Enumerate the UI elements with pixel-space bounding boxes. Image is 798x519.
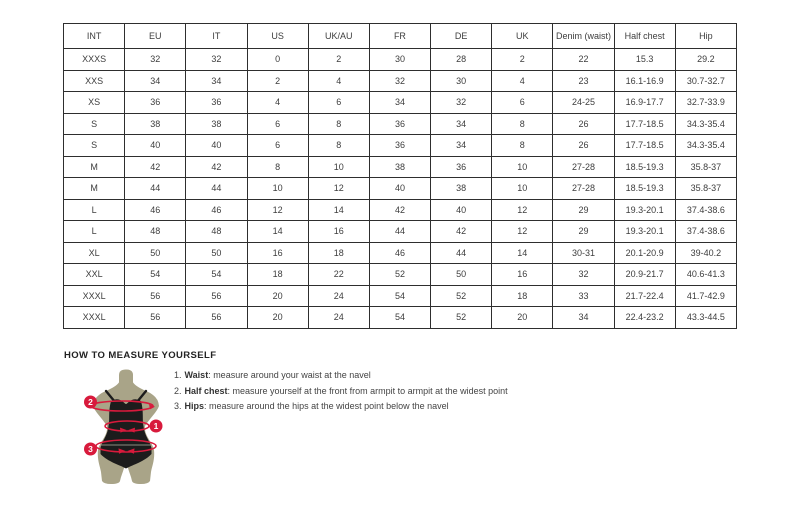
- marker-number: 3: [88, 444, 93, 454]
- table-cell: 48: [125, 221, 186, 243]
- table-cell: 38: [186, 113, 247, 135]
- column-header: DE: [431, 24, 492, 49]
- table-row: [64, 285, 737, 307]
- table-row: [64, 307, 737, 329]
- table-cell: 38: [369, 156, 430, 178]
- table-cell: 20: [247, 307, 308, 329]
- table-cell: 14: [492, 242, 553, 264]
- table-row: [64, 156, 737, 178]
- table-cell: 0: [247, 49, 308, 71]
- table-cell: 23: [553, 70, 614, 92]
- column-header: UK: [492, 24, 553, 49]
- table-row: [64, 92, 737, 114]
- column-header: FR: [369, 24, 430, 49]
- table-cell: 34: [553, 307, 614, 329]
- table-cell: M: [64, 178, 125, 200]
- measure-instruction-hips: [174, 401, 508, 411]
- table-cell: XXXS: [64, 49, 125, 71]
- table-cell: 33: [553, 285, 614, 307]
- table-row: [64, 49, 737, 71]
- table-cell: 10: [308, 156, 369, 178]
- table-cell: 48: [186, 221, 247, 243]
- table-cell: M: [64, 156, 125, 178]
- table-cell: 8: [308, 113, 369, 135]
- table-cell: 34: [125, 70, 186, 92]
- table-cell: 52: [431, 285, 492, 307]
- table-cell: 20: [492, 307, 553, 329]
- table-cell: 4: [247, 92, 308, 114]
- table-cell: 6: [247, 135, 308, 157]
- table-cell: 52: [431, 307, 492, 329]
- table-cell: 16: [492, 264, 553, 286]
- instruction-label: Hips: [184, 401, 205, 411]
- table-cell: XXXL: [64, 285, 125, 307]
- table-cell: 12: [492, 199, 553, 221]
- table-cell: 30: [369, 49, 430, 71]
- table-cell: 36: [369, 113, 430, 135]
- table-cell: L: [64, 199, 125, 221]
- table-row: [64, 264, 737, 286]
- measure-instruction-waist: [174, 370, 508, 380]
- table-cell: 30.7-32.7: [675, 70, 736, 92]
- table-cell: 15.3: [614, 49, 675, 71]
- table-cell: 54: [369, 285, 430, 307]
- table-cell: 28: [431, 49, 492, 71]
- table-cell: 4: [308, 70, 369, 92]
- table-cell: 2: [308, 49, 369, 71]
- table-cell: 40: [186, 135, 247, 157]
- table-cell: 36: [125, 92, 186, 114]
- size-table-header-row: [64, 24, 737, 49]
- table-cell: 29: [553, 199, 614, 221]
- table-cell: XL: [64, 242, 125, 264]
- table-cell: 54: [125, 264, 186, 286]
- table-cell: 24: [308, 285, 369, 307]
- table-cell: 6: [247, 113, 308, 135]
- table-cell: 34: [431, 113, 492, 135]
- table-cell: 19.3-20.1: [614, 199, 675, 221]
- table-cell: 38: [125, 113, 186, 135]
- instruction-number: 2.: [174, 385, 182, 396]
- instruction-text: : measure around the hips at the widest point below the navel: [204, 401, 449, 411]
- table-cell: XXL: [64, 264, 125, 286]
- table-cell: 2: [492, 49, 553, 71]
- table-cell: XS: [64, 92, 125, 114]
- table-row: [64, 242, 737, 264]
- table-cell: 14: [247, 221, 308, 243]
- table-cell: 46: [186, 199, 247, 221]
- table-cell: 41.7-42.9: [675, 285, 736, 307]
- table-cell: 46: [125, 199, 186, 221]
- table-cell: 16.1-16.9: [614, 70, 675, 92]
- table-cell: 24: [308, 307, 369, 329]
- measure-section-title: HOW TO MEASURE YOURSELF: [64, 350, 217, 361]
- table-cell: 32.7-33.9: [675, 92, 736, 114]
- table-cell: 29: [553, 221, 614, 243]
- table-cell: 37.4-38.6: [675, 199, 736, 221]
- mannequin-illustration: [78, 368, 182, 488]
- marker-badge-waist: [150, 420, 163, 433]
- instruction-label: Half chest: [184, 385, 228, 396]
- measure-instruction-half-chest: [174, 386, 508, 396]
- table-cell: 22.4-23.2: [614, 307, 675, 329]
- table-cell: 44: [431, 242, 492, 264]
- table-cell: 29.2: [675, 49, 736, 71]
- table-cell: 16: [247, 242, 308, 264]
- table-cell: 18: [308, 242, 369, 264]
- table-cell: 56: [125, 307, 186, 329]
- column-header: UK/AU: [308, 24, 369, 49]
- table-cell: 12: [492, 221, 553, 243]
- table-cell: 10: [247, 178, 308, 200]
- instruction-label: Waist: [184, 370, 209, 380]
- marker-number: 2: [88, 397, 93, 407]
- table-cell: L: [64, 221, 125, 243]
- table-cell: 32: [186, 49, 247, 71]
- column-header: Half chest: [614, 24, 675, 49]
- column-header: IT: [186, 24, 247, 49]
- marker-badge-half-chest: [84, 396, 97, 409]
- table-cell: 17.7-18.5: [614, 113, 675, 135]
- column-header: EU: [125, 24, 186, 49]
- table-cell: 6: [308, 92, 369, 114]
- table-row: [64, 70, 737, 92]
- column-header: INT: [64, 24, 125, 49]
- table-cell: 26: [553, 135, 614, 157]
- table-cell: 16.9-17.7: [614, 92, 675, 114]
- table-cell: 40: [125, 135, 186, 157]
- marker-number: 1: [153, 421, 159, 431]
- table-cell: 54: [186, 264, 247, 286]
- table-cell: 20.9-21.7: [614, 264, 675, 286]
- table-cell: 52: [369, 264, 430, 286]
- measurement-figure: [78, 368, 182, 488]
- table-row: [64, 199, 737, 221]
- table-cell: 18: [492, 285, 553, 307]
- table-cell: 42: [186, 156, 247, 178]
- table-cell: 24-25: [553, 92, 614, 114]
- instruction-number: 1.: [174, 370, 182, 380]
- table-cell: 12: [308, 178, 369, 200]
- table-row: [64, 178, 737, 200]
- table-cell: 56: [125, 285, 186, 307]
- table-cell: 42: [431, 221, 492, 243]
- instruction-number: 3.: [174, 401, 182, 411]
- instruction-text: : measure yourself at the front from armpit to armpit at the widest point: [227, 385, 508, 396]
- table-cell: 34.3-35.4: [675, 135, 736, 157]
- table-cell: 32: [431, 92, 492, 114]
- table-cell: 42: [369, 199, 430, 221]
- table-cell: 20: [247, 285, 308, 307]
- table-cell: 38: [431, 178, 492, 200]
- table-cell: 18: [247, 264, 308, 286]
- table-cell: 18.5-19.3: [614, 178, 675, 200]
- table-cell: 14: [308, 199, 369, 221]
- measure-instructions: [174, 370, 508, 417]
- table-cell: 56: [186, 285, 247, 307]
- size-table: [63, 23, 737, 329]
- table-cell: XXS: [64, 70, 125, 92]
- table-cell: 4: [492, 70, 553, 92]
- table-cell: 39-40.2: [675, 242, 736, 264]
- table-cell: 43.3-44.5: [675, 307, 736, 329]
- table-cell: 50: [431, 264, 492, 286]
- table-cell: 36: [186, 92, 247, 114]
- table-cell: 35.8-37: [675, 178, 736, 200]
- table-cell: 10: [492, 178, 553, 200]
- table-cell: 27-28: [553, 178, 614, 200]
- table-cell: 12: [247, 199, 308, 221]
- size-chart-section: [63, 23, 737, 329]
- column-header: Denim (waist): [553, 24, 614, 49]
- table-cell: 40: [431, 199, 492, 221]
- table-cell: 34: [431, 135, 492, 157]
- table-cell: 35.8-37: [675, 156, 736, 178]
- table-cell: 54: [369, 307, 430, 329]
- table-cell: 34.3-35.4: [675, 113, 736, 135]
- table-cell: 30: [431, 70, 492, 92]
- table-cell: 2: [247, 70, 308, 92]
- table-cell: 10: [492, 156, 553, 178]
- table-cell: 32: [125, 49, 186, 71]
- table-cell: 32: [369, 70, 430, 92]
- table-cell: 56: [186, 307, 247, 329]
- column-header: US: [247, 24, 308, 49]
- table-cell: 50: [186, 242, 247, 264]
- table-cell: 44: [369, 221, 430, 243]
- table-cell: 36: [431, 156, 492, 178]
- table-cell: XXXL: [64, 307, 125, 329]
- table-cell: 17.7-18.5: [614, 135, 675, 157]
- instruction-text: : measure around your waist at the navel: [208, 370, 371, 380]
- table-cell: 8: [308, 135, 369, 157]
- table-cell: 34: [369, 92, 430, 114]
- table-cell: 27-28: [553, 156, 614, 178]
- table-cell: 6: [492, 92, 553, 114]
- table-cell: 22: [553, 49, 614, 71]
- table-cell: 19.3-20.1: [614, 221, 675, 243]
- table-cell: 30-31: [553, 242, 614, 264]
- table-row: [64, 113, 737, 135]
- table-cell: 20.1-20.9: [614, 242, 675, 264]
- table-cell: S: [64, 113, 125, 135]
- table-cell: 18.5-19.3: [614, 156, 675, 178]
- marker-badge-hips: [84, 443, 97, 456]
- table-cell: 8: [492, 135, 553, 157]
- table-cell: 34: [186, 70, 247, 92]
- table-cell: 26: [553, 113, 614, 135]
- table-cell: 32: [553, 264, 614, 286]
- table-cell: 21.7-22.4: [614, 285, 675, 307]
- size-table-body: [64, 49, 737, 329]
- table-cell: 42: [125, 156, 186, 178]
- table-cell: 22: [308, 264, 369, 286]
- table-cell: 40: [369, 178, 430, 200]
- table-row: [64, 221, 737, 243]
- table-cell: S: [64, 135, 125, 157]
- table-cell: 8: [492, 113, 553, 135]
- table-cell: 44: [186, 178, 247, 200]
- table-cell: 36: [369, 135, 430, 157]
- table-cell: 46: [369, 242, 430, 264]
- table-cell: 8: [247, 156, 308, 178]
- column-header: Hip: [675, 24, 736, 49]
- table-cell: 50: [125, 242, 186, 264]
- table-row: [64, 135, 737, 157]
- table-cell: 37.4-38.6: [675, 221, 736, 243]
- table-cell: 40.6-41.3: [675, 264, 736, 286]
- table-cell: 16: [308, 221, 369, 243]
- table-cell: 44: [125, 178, 186, 200]
